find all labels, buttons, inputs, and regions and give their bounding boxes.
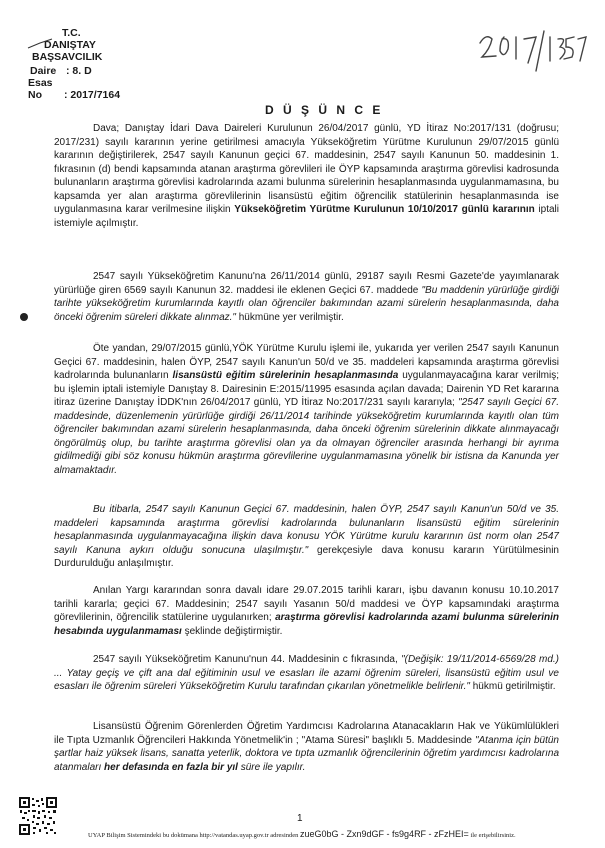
daire-label: Daire bbox=[30, 65, 57, 77]
footer-text: UYAP Bilişim Sistemindeki bu dokümana http://vatandas.uyap.gov.tr adresinden bbox=[88, 832, 299, 839]
paragraph-6: 2547 sayılı Yükseköğretim Kanunu'nun 44. Maddesinin c fıkrasında, "(Değişik: 19/11/2014-6569/28 md.) ... Yatay geçiş ve çift ana dal eğitiminin usul ve esasları ile azami öğrenim süreleri, lisansüstü eğitim usul ve esasları ile öğrenim süreleri Yükseköğretim Kurulu tarafından çıkarılan yönetmelikle belirlenir." hükmü getirilmiştir. bbox=[54, 654, 559, 692]
esas-value: : 2017/7164 bbox=[64, 89, 121, 101]
qr-code-icon bbox=[18, 796, 58, 836]
header-esas bbox=[28, 77, 120, 101]
header-daire bbox=[30, 65, 92, 77]
paragraph-4: Bu itibarla, 2547 sayılı Kanunun Geçici 67. maddesinin, halen ÖYP, 2547 sayılı Kanun'un 50/d ve 35. maddeleri kapsamında araştırma görevlisi kadrolarında bulunanların lisansüstü eğitim sürelerinin hesaplanmasında uygulanmayacağına ilişkin dava konusu YÖK Yürütme kurulu kararının üst norm olan 2547 sayılı Kanuna aykırı olduğu sonucuna ulaşılmıştır." gerekçesiyle dava konusu kararın Yürütülmesinin Durdurulduğu anlaşılmıştır. bbox=[54, 504, 559, 569]
footer-code: zueG0bG - Zxn9dGF - fs9g4RF - zFzHEI= bbox=[300, 829, 469, 839]
daire-value: : 8. D bbox=[66, 65, 92, 77]
paragraph-5: Anılan Yargı kararından sonra davalı idare 29.07.2015 tarihli kararı, işbu davanın konusu 10.10.2017 tarihli kararla; geçici 67. Maddesinin; 2547 sayılı Yasanın 50/d maddesi ve ÖYP kapsamındaki araştırma görevlilerinin, öğrencilik statülerine uygulanırken; araştırma görevlisi kadrolarında azami bulunma sürelerinin hesabında uygulanmaması şeklinde değiştirmiştir. bbox=[54, 585, 560, 637]
handwritten-note-icon bbox=[476, 25, 588, 75]
header-bassavcilik: BAŞSAVCILIK bbox=[32, 51, 103, 63]
pen-mark-icon bbox=[26, 36, 56, 50]
paragraph-1: Dava; Danıştay İdari Dava Daireleri Kurulunun 26/04/2017 günlü, YD İtiraz No:2017/131 (doğrusu; 2017/231) sayılı kararının yerine getirilmesi amacıyla Yükseköğretim Yürütme Kurulunun 29/07/2015 günlü kararının değiştirilerek, 2547 sayılı Kanunun geçici 67. maddesinin, 2547 sayılı Kanunun 50. maddesinin 1. fıkrasının (d) bendi kapsamında atanan araştırma görevlileri ile ÖYP kapsamında araştırma görevlisi kadrosunda bulunanların araştırma görevlisi kadrolarında azami bulunma sürelerinin hesaplanmasında uygulanmamasına, bu kapsamda yer alan araştırma görevlilerinin lisansüstü eğitim öğrencilik statülerinin hesaplanmasında ise uygulanmasına karar verilmesine ilişkin Yükseköğretim Yürütme Kurulunun 10/10/2017 günlü kararının iptali istemiyle açılmıştır. bbox=[54, 123, 559, 229]
paragraph-3: Öte yandan, 29/07/2015 günlü,YÖK Yürütme Kurulu işlemi ile, yukarıda yer verilen 2547 sayılı Kanunun Geçici 67. maddesinin, halen ÖYP, 2547 sayılı Kanun'un 50/d ve 35. maddeleri kapsamında araştırma görevlisi kadrolarında bulunanların lisansüstü eğitim sürelerinin hesaplanmasında uygulanmayacağına karar verilmiş; bu işlemin iptali istemiyle Danıştay 8. Dairesinin E:2015/11995 esasında açılan davada; Dairenin YD Ret kararına itiraz üzerine Danıştay İDDK'nın 26/04/2017 günlü, YD İtiraz No:2017/231 sayılı kararıyla; "2547 sayılı Geçici 67. maddesinde, düzenlemenin yürürlüğe girdiği 26/11/2014 tarihinde yükseköğretim kurumlarında kayıtlı olan tüm öğrenciler bakımından azami sürelerin hesaplanmasında, daha önceki öğrenim sürelerinin dikkate alınmayacağı öngörülmüş olup, bu tarihte araştırma görevlisi olan ya da olmayan öğrenciler arasında herhangi bir ayrıma gidilmediği gibi söz konusu hükmün araştırma görevlilerine uygulanmamasına yönelik bir istisna da Kanunda yer almamaktadır. bbox=[54, 343, 560, 476]
esas-label: Esas No bbox=[28, 77, 53, 101]
paragraph-7: Lisansüstü Öğrenim Görenlerden Öğretim Yardımcısı Kadrolarına Atanacakların Hak ve Yükümlülükleri ile Tıpta Uzmanlık Öğrencileri Hakkında Yönetmelik'in ; "Atama Süresi" başlıklı 5. Maddesinde "Atanma için bütün şartlar haiz yüksek lisans, sanatta yeterlik, doktora ve tıpta uzmanlık öğrencilerinin öğretim yardımcısı kadrolarına atanmaları her defasında en fazla bir yıl süre ile yapılır. bbox=[54, 721, 559, 773]
header-danistay: DANIŞTAY bbox=[44, 39, 96, 51]
footer-end: ile erişebilirsiniz. bbox=[470, 832, 516, 839]
hole-punch-dot bbox=[20, 313, 28, 321]
paragraph-2: 2547 sayılı Yükseköğretim Kanunu'na 26/11/2014 günlü, 29187 sayılı Resmi Gazete'de yayımlanarak yürürlüğe giren 6569 sayılı Kanunun 32. maddesi ile eklenen Geçici 67. maddede "Bu maddenin yürürlüğe girdiği tarihte yükseköğretim kurumlarında kayıtlı olan öğrenciler bakımından azami sürelerin hesaplanmasında, daha önceki öğrenim süreleri dikkate alınmaz." hükmüne yer verilmiştir. bbox=[54, 271, 560, 323]
footer bbox=[88, 829, 588, 839]
page-number: 1 bbox=[297, 813, 303, 824]
document-title: D Ü Ş Ü N C E bbox=[265, 103, 384, 117]
header-tc: T.C. bbox=[62, 27, 81, 39]
